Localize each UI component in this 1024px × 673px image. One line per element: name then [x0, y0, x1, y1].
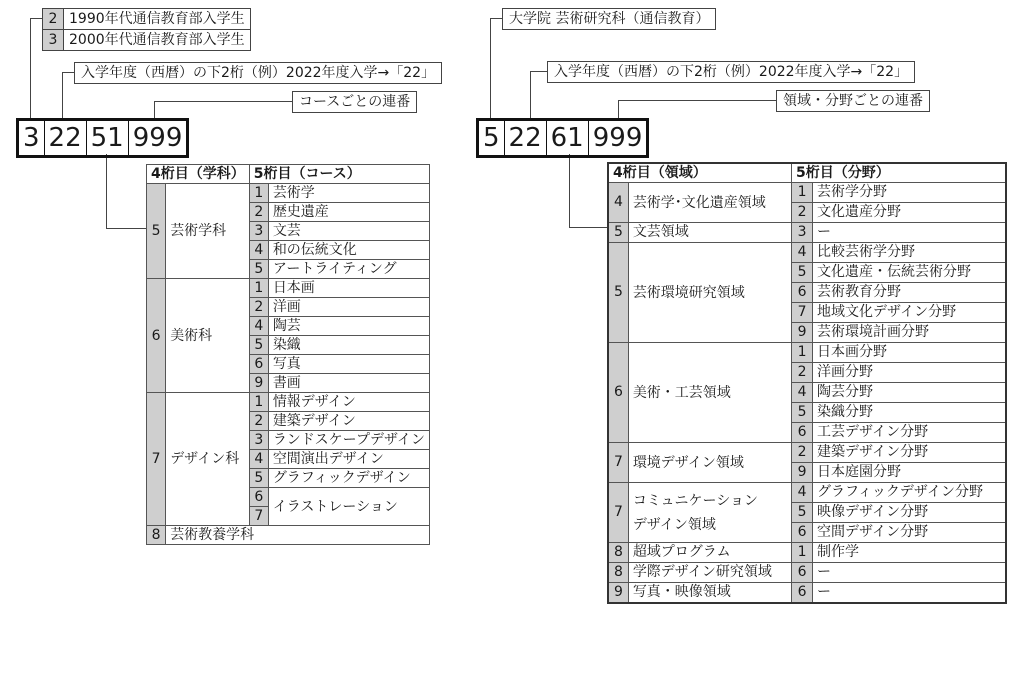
- code-number: 1: [249, 279, 268, 298]
- code-label: 陶芸分野: [813, 383, 1006, 403]
- table-row: [608, 243, 1006, 263]
- code-label: ランドスケープデザイン: [268, 431, 429, 450]
- table-row: [608, 183, 1006, 203]
- code-label: 工芸デザイン分野: [813, 423, 1006, 443]
- code-number: 4: [249, 450, 268, 469]
- group-number: 4: [608, 183, 628, 223]
- code-number: 4: [792, 383, 813, 403]
- code-number: 4: [249, 317, 268, 336]
- code-label: 染織分野: [813, 403, 1006, 423]
- code-number: 3: [249, 222, 268, 241]
- table-row: [147, 393, 430, 412]
- code-label: 芸術環境計画分野: [813, 323, 1006, 343]
- code-label: 日本庭園分野: [813, 463, 1006, 483]
- group-name: 芸術環境研究領域: [628, 243, 791, 343]
- code-number: 2: [792, 443, 813, 463]
- table-row: [608, 343, 1006, 363]
- code-number: 6: [792, 523, 813, 543]
- code-number: 2: [249, 412, 268, 431]
- code-label: 建築デザイン: [268, 412, 429, 431]
- code-label: グラフィックデザイン: [268, 469, 429, 488]
- col-header-field: 5桁目（分野）: [792, 163, 1006, 183]
- code-label: 芸術学: [268, 184, 429, 203]
- code-number: 2: [792, 203, 813, 223]
- code-digits-4-5: 51: [87, 121, 129, 155]
- code-number: 1: [792, 183, 813, 203]
- code-number: 6: [249, 488, 268, 507]
- group-number: 6: [147, 279, 166, 393]
- code-number: 5: [792, 503, 813, 523]
- code-number: 6: [792, 423, 813, 443]
- code-number: 7: [792, 303, 813, 323]
- group-number: 7: [147, 393, 166, 526]
- code-number: 1: [249, 393, 268, 412]
- code-number: 9: [249, 374, 268, 393]
- code-number: 6: [792, 583, 813, 604]
- code-label: 情報デザイン: [268, 393, 429, 412]
- code-label: 地域文化デザイン分野: [813, 303, 1006, 323]
- student-id-example: [16, 118, 189, 158]
- code-number: 1: [792, 543, 813, 563]
- group-name: 文芸領域: [628, 223, 791, 243]
- code-number: 5: [249, 260, 268, 279]
- tag-text: 1990年代通信教育部入学生: [69, 11, 245, 27]
- code-label: 書画: [268, 374, 429, 393]
- code-label: 日本画分野: [813, 343, 1006, 363]
- callout-year: 入学年度（西暦）の下2桁（例）2022年度入学→「22」: [74, 62, 442, 84]
- table-row: [147, 526, 430, 545]
- group-number: 5: [608, 223, 628, 243]
- code-number: 9: [792, 463, 813, 483]
- table-row: [147, 279, 430, 298]
- group-name: 美術科: [166, 279, 250, 393]
- code-label: ー: [813, 223, 1006, 243]
- tag-text: 2000年代通信教育部入学生: [69, 32, 245, 48]
- group-number: 5: [608, 243, 628, 343]
- group-number: 8: [608, 543, 628, 563]
- group-name: コミュニケーション デザイン領域: [628, 483, 791, 543]
- code-digit-1: 3: [19, 121, 45, 155]
- table-row: [608, 563, 1006, 583]
- domain-field-table: [607, 162, 1007, 604]
- group-number: 8: [147, 526, 166, 545]
- code-label: イラストレーション: [268, 488, 429, 526]
- code-label: 空間演出デザイン: [268, 450, 429, 469]
- code-number: 1: [249, 184, 268, 203]
- code-label: 染織: [268, 336, 429, 355]
- code-label: 写真: [268, 355, 429, 374]
- tag-number: 2: [43, 9, 64, 29]
- group-name: 学際デザイン研究領域: [628, 563, 791, 583]
- group-name: 環境デザイン領域: [628, 443, 791, 483]
- table-row: [608, 543, 1006, 563]
- tag-1990s: [42, 8, 251, 30]
- student-id-example: [476, 118, 649, 158]
- group-number: 6: [608, 343, 628, 443]
- group-number: 7: [608, 443, 628, 483]
- code-number: 3: [792, 223, 813, 243]
- code-label: ー: [813, 563, 1006, 583]
- code-number: 7: [249, 507, 268, 526]
- code-digit-1: 5: [479, 121, 505, 155]
- group-name: 芸術学科: [166, 184, 250, 279]
- code-number: 4: [792, 483, 813, 503]
- table-row: [608, 443, 1006, 463]
- code-number: 5: [249, 336, 268, 355]
- code-number: 6: [249, 355, 268, 374]
- code-digits-4-5: 61: [547, 121, 589, 155]
- code-number: 5: [249, 469, 268, 488]
- code-number: 4: [249, 241, 268, 260]
- group-number: 9: [608, 583, 628, 604]
- code-label: アートライティング: [268, 260, 429, 279]
- code-label: 和の伝統文化: [268, 241, 429, 260]
- code-number: 6: [792, 283, 813, 303]
- code-number: 2: [249, 298, 268, 317]
- code-number: 9: [792, 323, 813, 343]
- col-header-dept: 4桁目（学科）: [147, 165, 250, 184]
- callout-year: 入学年度（西暦）の下2桁（例）2022年度入学→「22」: [547, 61, 915, 83]
- code-label: 映像デザイン分野: [813, 503, 1006, 523]
- table-row: [608, 483, 1006, 503]
- code-label: 空間デザイン分野: [813, 523, 1006, 543]
- group-name: 写真・映像領域: [628, 583, 791, 604]
- group-name: 芸術教養学科: [166, 526, 430, 545]
- callout-serial: 領域・分野ごとの連番: [776, 90, 930, 112]
- code-label: 洋画: [268, 298, 429, 317]
- col-header-course: 5桁目（コース）: [249, 165, 429, 184]
- group-name: 芸術学･文化遺産領域: [628, 183, 791, 223]
- code-label: 文芸: [268, 222, 429, 241]
- group-name: 美術・工芸領域: [628, 343, 791, 443]
- code-number: 6: [792, 563, 813, 583]
- code-label: 芸術学分野: [813, 183, 1006, 203]
- group-name: デザイン科: [166, 393, 250, 526]
- code-label: 比較芸術学分野: [813, 243, 1006, 263]
- code-number: 5: [792, 263, 813, 283]
- group-number: 7: [608, 483, 628, 543]
- code-label: 歴史遺産: [268, 203, 429, 222]
- code-number: 4: [792, 243, 813, 263]
- code-label: 芸術教育分野: [813, 283, 1006, 303]
- code-number: 2: [249, 203, 268, 222]
- code-serial: 999: [592, 123, 643, 153]
- code-digits-2-3: 22: [505, 121, 547, 155]
- code-label: 制作学: [813, 543, 1006, 563]
- code-number: 3: [249, 431, 268, 450]
- code-label: 建築デザイン分野: [813, 443, 1006, 463]
- callout-serial: コースごとの連番: [292, 91, 417, 113]
- col-header-domain: 4桁目（領域）: [608, 163, 792, 183]
- code-number: 2: [792, 363, 813, 383]
- code-label: 陶芸: [268, 317, 429, 336]
- table-row: [147, 184, 430, 203]
- tag-2000s: [42, 29, 251, 51]
- group-name: 超域プログラム: [628, 543, 791, 563]
- code-label: 文化遺産・伝統芸術分野: [813, 263, 1006, 283]
- code-number: 1: [792, 343, 813, 363]
- table-row: [608, 583, 1006, 604]
- code-label: 文化遺産分野: [813, 203, 1006, 223]
- tag-number: 3: [43, 30, 64, 50]
- code-label: グラフィックデザイン分野: [813, 483, 1006, 503]
- code-number: 5: [792, 403, 813, 423]
- code-label: 洋画分野: [813, 363, 1006, 383]
- code-label: 日本画: [268, 279, 429, 298]
- group-number: 8: [608, 563, 628, 583]
- group-number: 5: [147, 184, 166, 279]
- code-label: ー: [813, 583, 1006, 604]
- table-row: [608, 223, 1006, 243]
- code-digits-2-3: 22: [45, 121, 87, 155]
- tag-graduate: 大学院 芸術研究科（通信教育）: [502, 8, 716, 30]
- code-serial: 999: [132, 123, 183, 153]
- department-course-table: [146, 164, 430, 545]
